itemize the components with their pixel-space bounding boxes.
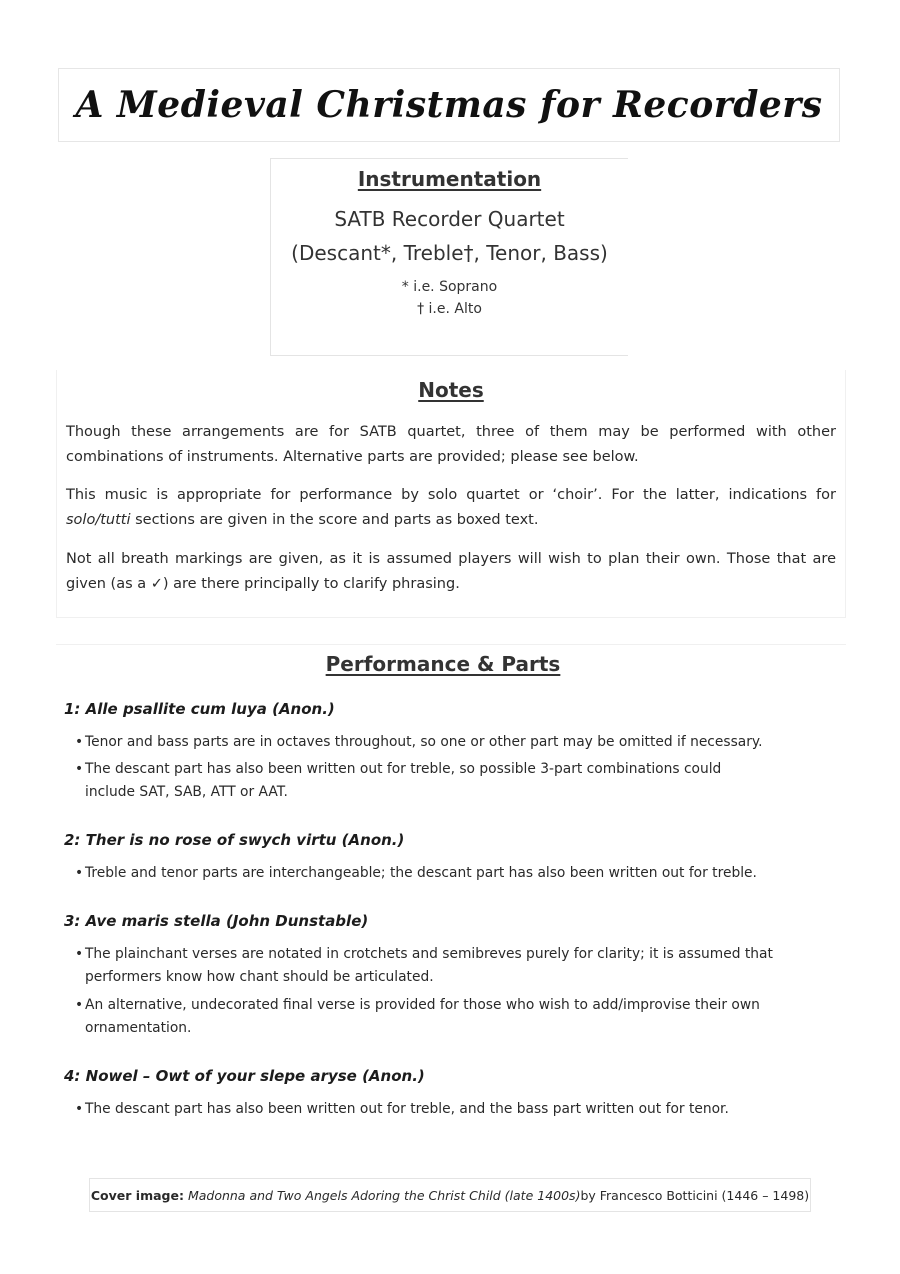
instrumentation-heading: Instrumentation	[357, 167, 542, 191]
title-box	[58, 68, 840, 142]
list-item	[75, 1098, 775, 1121]
bullet-icon: •	[75, 761, 84, 777]
list-item-text: The descant part has also been written out for treble, so possible 3-part combinations could include SAT, SAB, ATT or AAT.	[85, 761, 722, 800]
cover-credit-label: Cover image:	[90, 1187, 184, 1203]
performance-heading: Performance & Parts	[325, 652, 561, 676]
bullet-icon: •	[75, 865, 84, 881]
instrumentation-box	[270, 158, 628, 356]
cover-credit-artist: by Francesco Botticini (1446 – 1498)	[580, 1187, 810, 1203]
list-item	[75, 862, 775, 885]
list-item-text: The descant part has also been written out for treble, and the bass part written out for tenor.	[85, 1101, 729, 1117]
document-title: A Medieval Christmas for Recorders	[75, 84, 823, 126]
list-item-text: Treble and tenor parts are interchangeable; the descant part has also been written out for treble.	[85, 865, 757, 881]
list-item-text: The plainchant verses are notated in crotchets and semibreves purely for clarity; it is assumed that performers know how chant should be articulated.	[85, 946, 773, 985]
list-item	[75, 943, 775, 989]
bullet-icon: •	[75, 734, 84, 750]
bullet-icon: •	[75, 1101, 84, 1117]
list-item	[75, 758, 775, 804]
notes-paragraph-2-text-end: sections are given in the score and parts as boxed text.	[130, 512, 539, 528]
list-item	[75, 994, 775, 1040]
notes-paragraph-2-text: This music is appropriate for performance by solo quartet or ‘choir’. For the latter, indications for	[66, 487, 836, 503]
list-item-text: An alternative, undecorated final verse is provided for those who wish to add/improvise their own ornamentation.	[85, 997, 760, 1036]
notes-heading: Notes	[418, 378, 484, 402]
piece-title: 4: Nowel – Owt of your slepe aryse (Anon.)	[64, 1067, 425, 1085]
notes-paragraph-1: Though these arrangements are for SATB quartet, three of them may be performed with other combinations of instruments. Alternative parts are provided; please see below.	[66, 424, 836, 465]
list-item	[75, 731, 775, 754]
notes-paragraph-3: Not all breath markings are given, as it is assumed players will wish to plan their own. Those that are given (as a ✓) are there principally to clarify phrasing.	[66, 551, 836, 592]
instrumentation-parts: (Descant*, Treble†, Tenor, Bass)	[291, 241, 608, 265]
bullet-icon: •	[75, 946, 84, 962]
notes-box	[56, 370, 846, 618]
notes-paragraph-2	[66, 483, 836, 533]
list-item-text: Tenor and bass parts are in octaves throughout, so one or other part may be omitted if necessary.	[85, 734, 763, 750]
cover-credit-work: Madonna and Two Angels Adoring the Christ Child (late 1400s)	[187, 1187, 581, 1203]
instrumentation-ensemble: SATB Recorder Quartet	[334, 207, 565, 231]
instrumentation-footnote-treble: † i.e. Alto	[417, 301, 482, 317]
instrumentation-footnote-descant: * i.e. Soprano	[401, 279, 498, 295]
piece-title: 2: Ther is no rose of swych virtu (Anon.)	[64, 831, 405, 849]
bullet-icon: •	[75, 997, 84, 1013]
piece-title: 1: Alle psallite cum luya (Anon.)	[64, 700, 335, 718]
notes-paragraph-2-italic: solo/tutti	[66, 512, 131, 528]
piece-title: 3: Ave maris stella (John Dunstable)	[64, 912, 369, 930]
section-divider	[56, 644, 846, 645]
cover-credit	[89, 1178, 811, 1212]
